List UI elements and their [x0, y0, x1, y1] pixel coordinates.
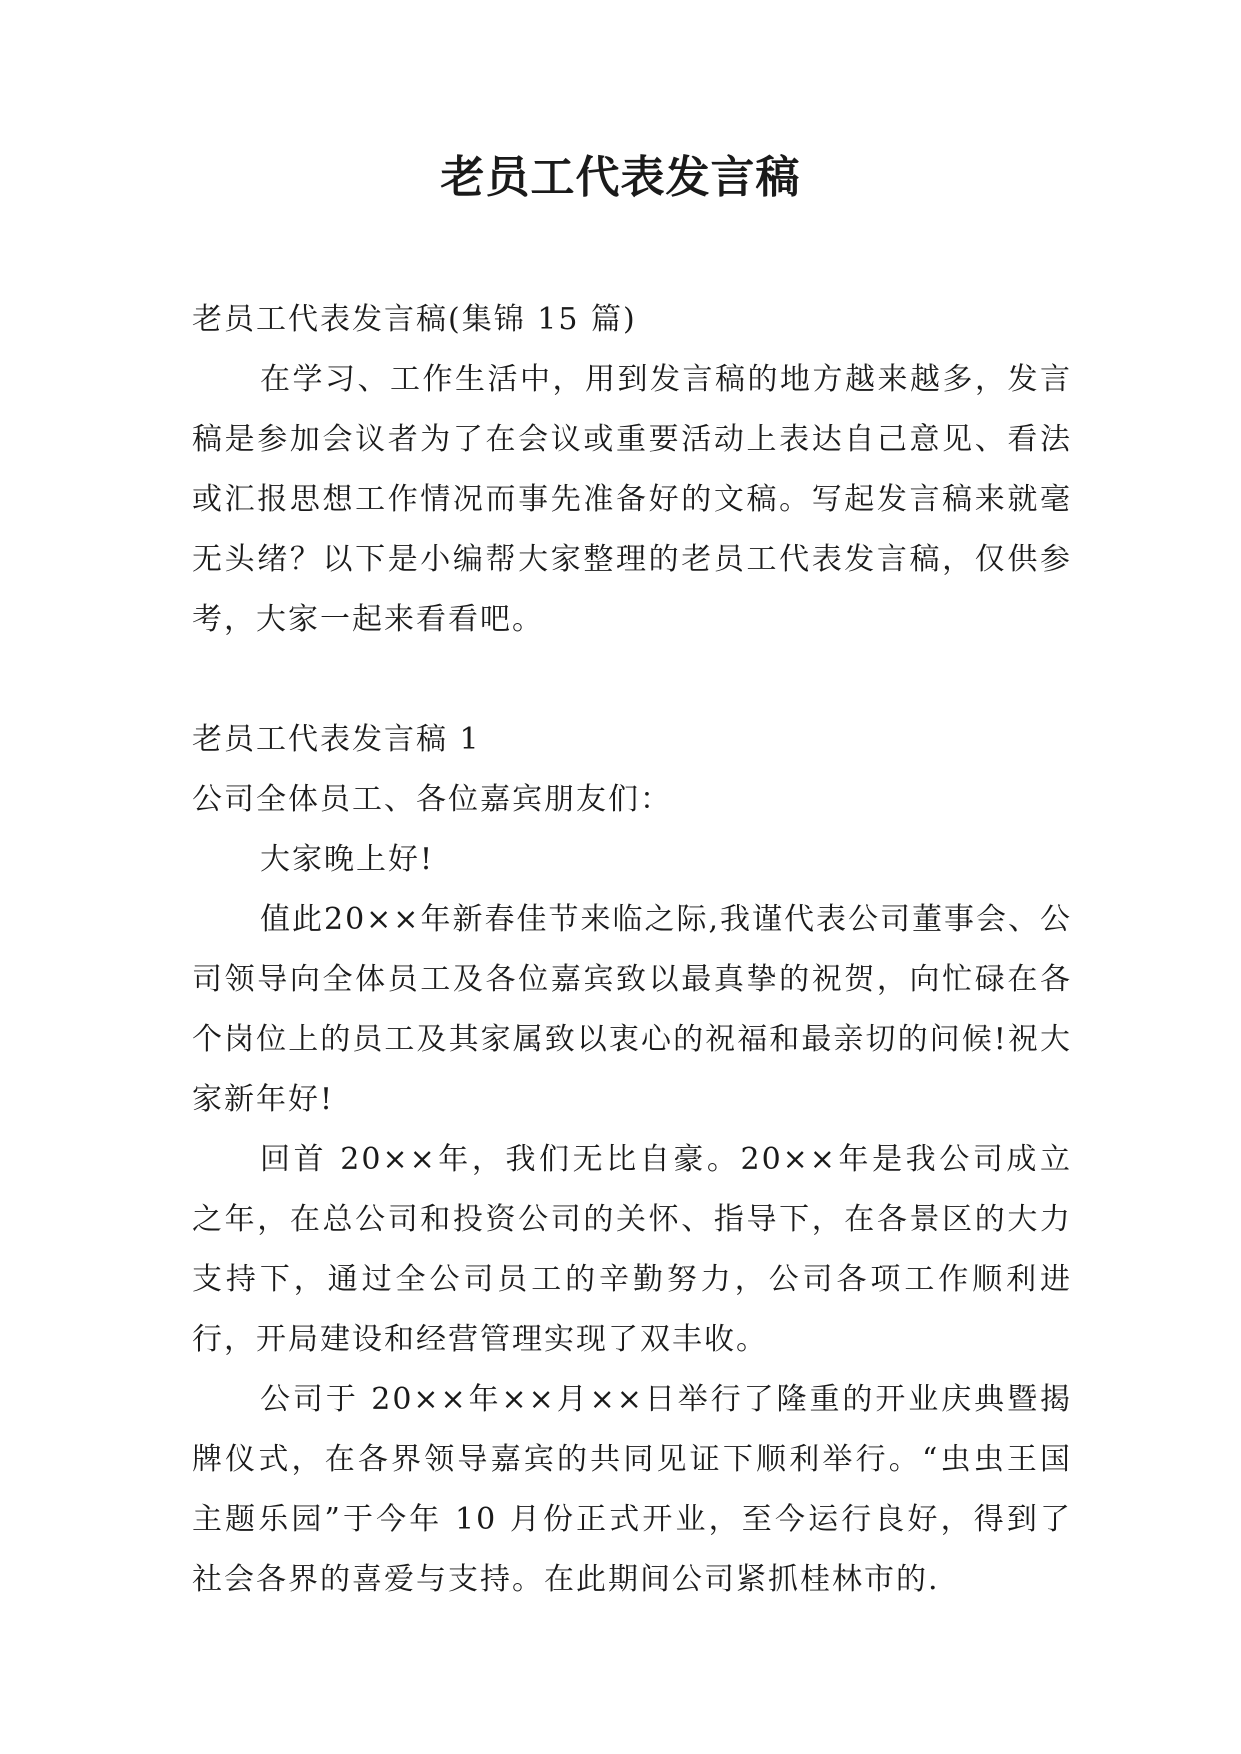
intro-paragraph: 在学习、工作生活中，用到发言稿的地方越来越多，发言稿是参加会议者为了在会议或重要活动上表达自己意见、看法或汇报思想工作情况而事先准备好的文稿。写起发言稿来就毫无头绪？以下是小编帮大家整理的老员工代表发言稿，仅供参考，大家一起来看看吧。 [192, 362, 1072, 637]
document-title: 老员工代表发言稿 [440, 152, 801, 203]
body-paragraph: 公司于 20××年××月××日举行了隆重的开业庆典暨揭牌仪式，在各界领导嘉宾的共同见证下顺利举行。“虫虫王国主题乐园”于今年 10 月份正式开业，至今运行良好，得到了社会各界的喜爱与支持。在此期间公司紧抓桂林市的. [192, 1382, 1072, 1597]
body-paragraph: 回首 20××年，我们无比自豪。20××年是我公司成立之年，在总公司和投资公司的关怀、指导下，在各景区的大力支持下，通过全公司员工的辛勤努力，公司各项工作顺利进行，开局建设和经营管理实现了双丰收。 [192, 1142, 1072, 1357]
section-heading: 老员工代表发言稿 1 [192, 722, 481, 757]
document-body [192, 290, 1072, 1610]
greeting: 大家晚上好! [260, 842, 435, 877]
body-paragraph: 值此20××年新春佳节来临之际,我谨代表公司董事会、公司领导向全体员工及各位嘉宾致以最真挚的祝贺，向忙碌在各个岗位上的员工及其家属致以衷心的祝福和最亲切的问候!祝大家新年好! [192, 902, 1072, 1117]
salutation: 公司全体员工、各位嘉宾朋友们： [192, 782, 672, 817]
document-subtitle: 老员工代表发言稿(集锦 15 篇) [192, 302, 637, 337]
